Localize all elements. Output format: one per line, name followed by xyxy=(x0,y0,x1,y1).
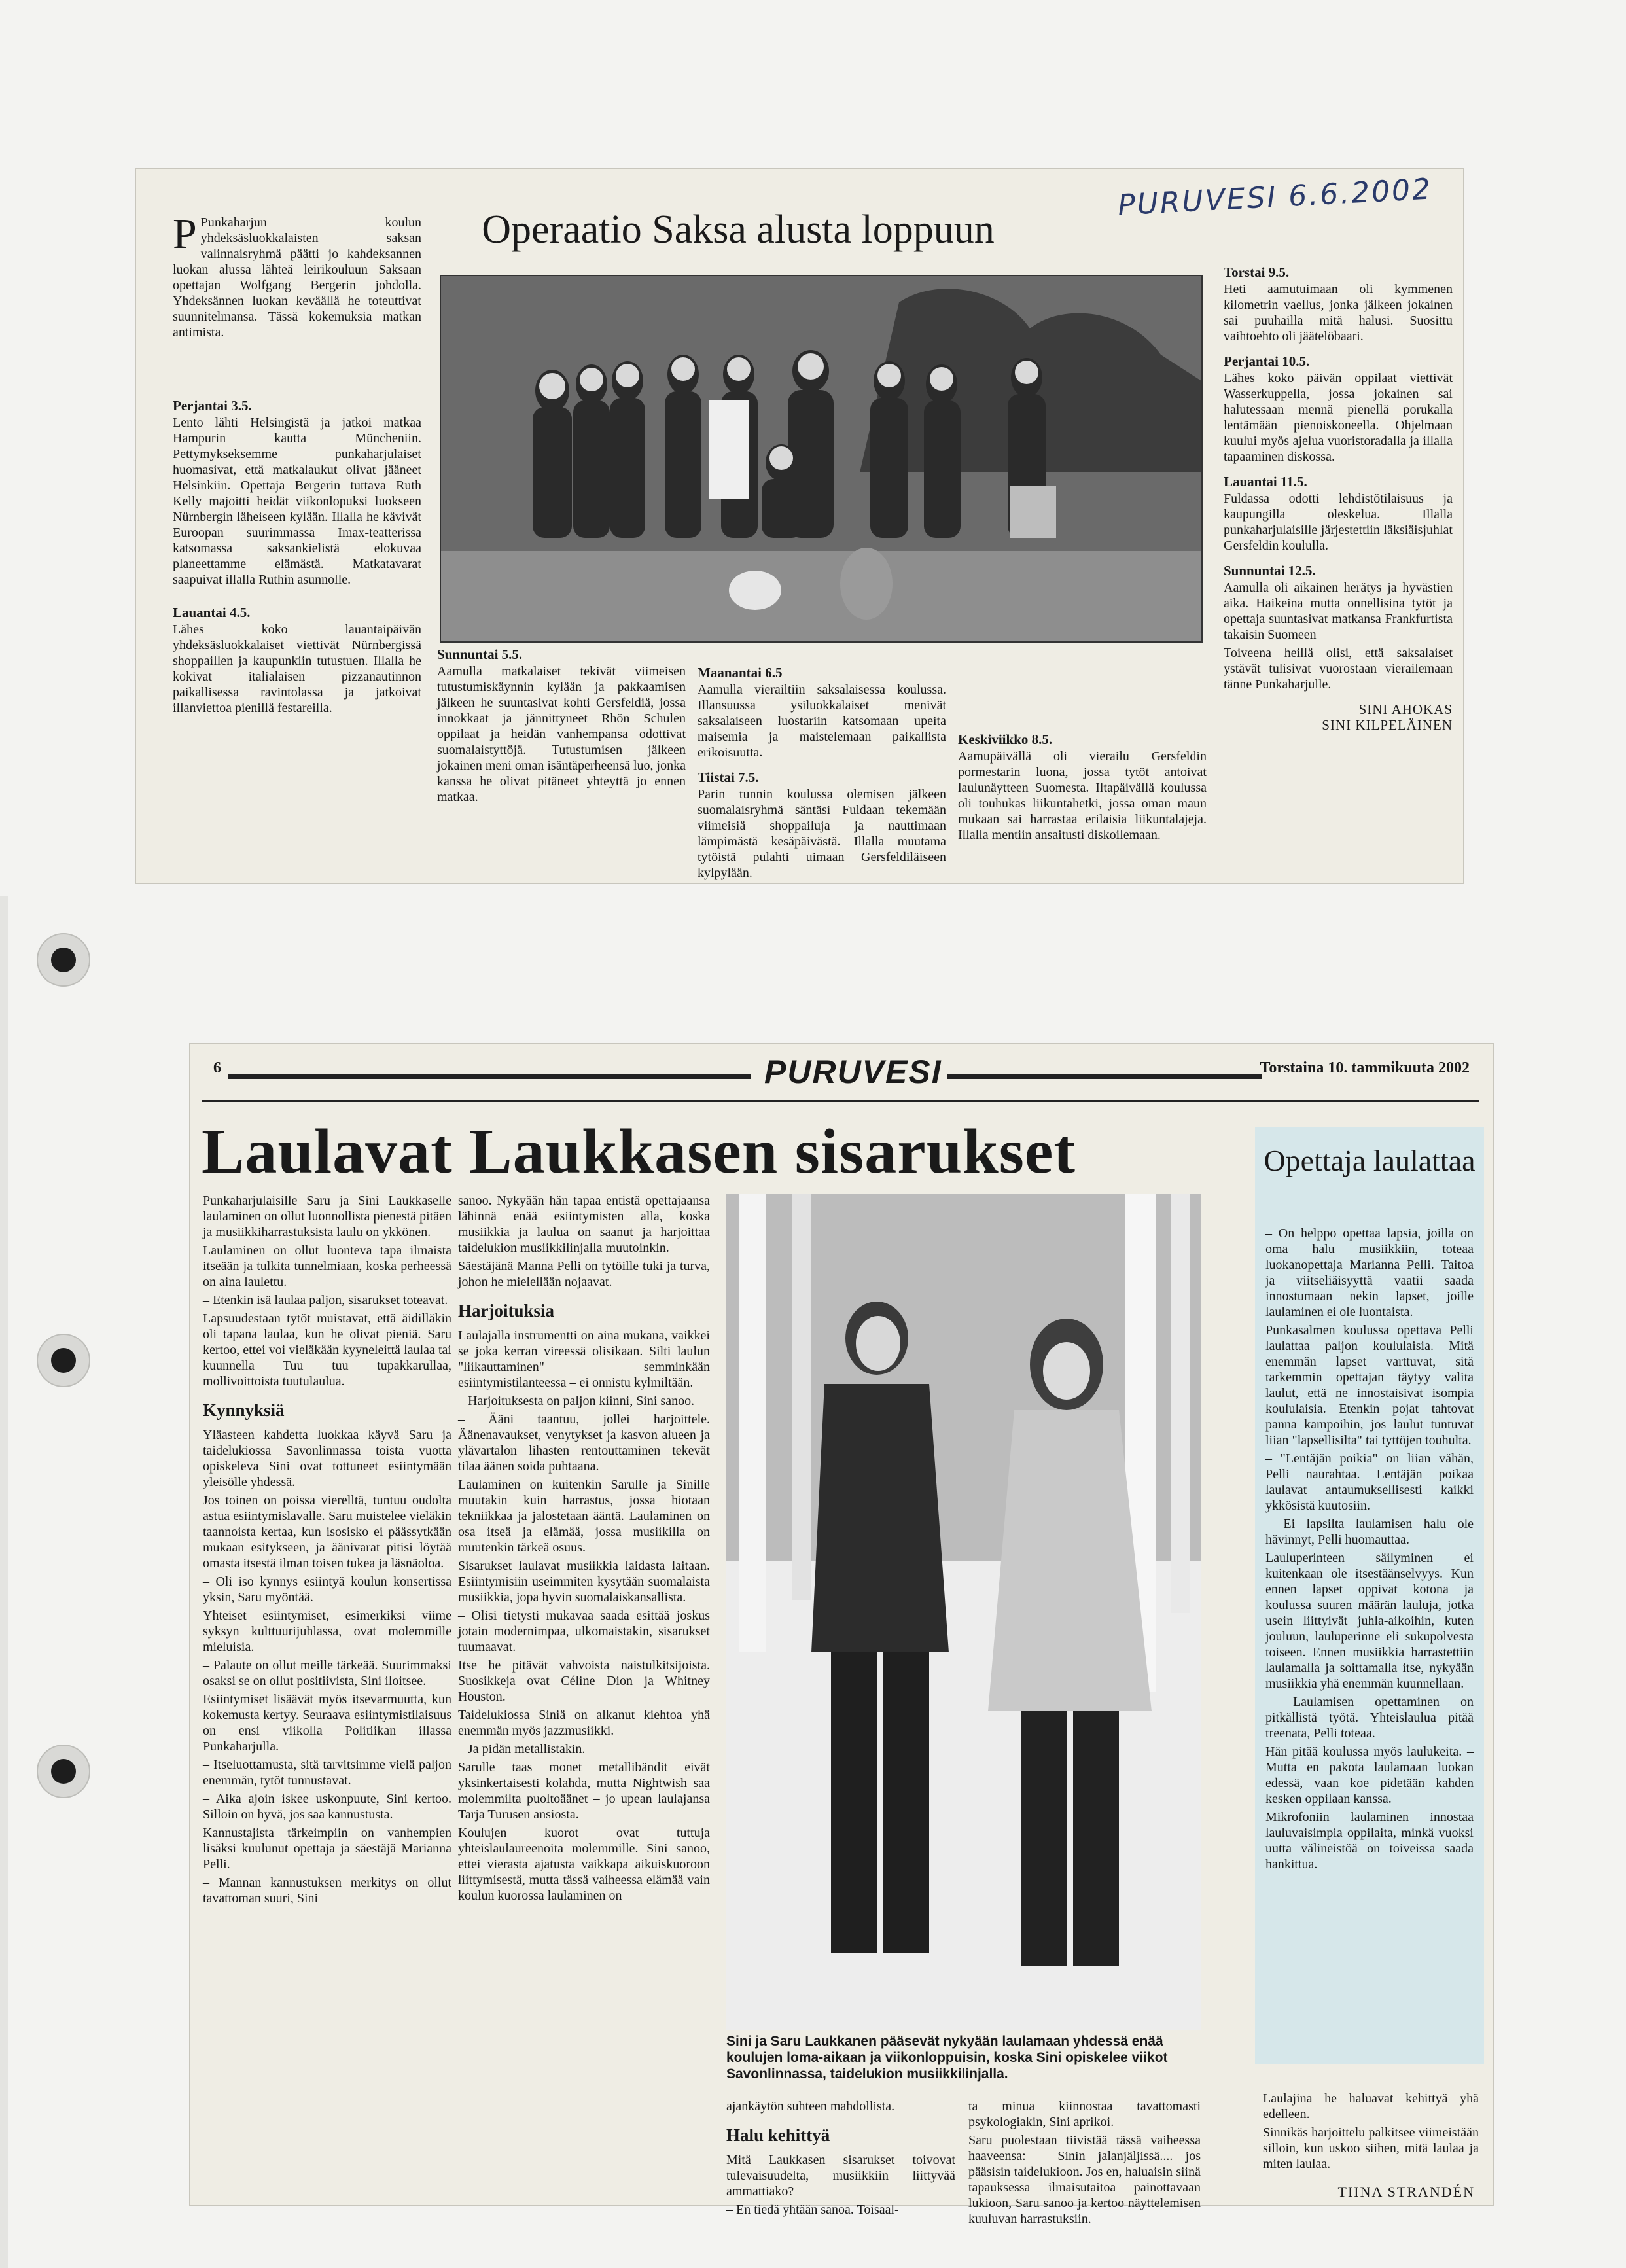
day-heading: Torstai 9.5. xyxy=(1224,264,1290,280)
paragraph: Punkasalmen koulussa opettava Pelli laulattaa paljon koululaisia. Mitä enemmän lapset varttuvat, sitä tarkemmin opettajan täytyy valita laulut, että ne innostaisivat isompia koululaisia. Etenkin pojat tahtovat panna kampoihin, jos laulut tuntuvat liian "lapsellisilta" tai tyttöjen touhulta. xyxy=(1265,1323,1474,1447)
paragraph: – Itseluottamusta, sitä tarvitsimme vielä paljon enemmän, tytöt tunnustavat. xyxy=(203,1758,451,1788)
sidebar-text xyxy=(1265,1226,1474,1875)
binder-strip xyxy=(0,896,8,2268)
article-column-4 xyxy=(968,2099,1201,2229)
paragraph: Mikrofoniin laulaminen innostaa lauluvaisimpia oppilaita, minkä vuoksi uutta välineistöä on toiveissa saada hankittua. xyxy=(1265,1810,1474,1871)
paragraph: Taidelukiossa Siniä on alkanut kiehtoa yhä enemmän myös jazzmusiikki. xyxy=(458,1708,710,1738)
paragraph: Esiintymiset lisäävät myös itsevarmuutta, kun kokemusta kertyy. Seuraava esiintymistilaisuus on ensi viikolla Politiikan illassa Punkaharjulla. xyxy=(203,1692,451,1754)
paragraph: – Ja pidän metallistakin. xyxy=(458,1742,586,1756)
masthead-rule xyxy=(947,1074,1262,1079)
paragraph: – Mannan kannustuksen merkitys on ollut tavattoman suuri, Sini xyxy=(203,1875,451,1905)
drop-cap: P xyxy=(173,210,197,258)
article-column-2 xyxy=(458,1193,710,1906)
binder-hole xyxy=(37,1745,90,1798)
paragraph: Yläasteen kahdetta luokkaa käyvä Saru ja taidelukiossa Savonlinnassa toista vuotta opiskeleva Sini ovat tottuneet esiintymään yleisölle yhdessä. xyxy=(203,1428,451,1489)
day-text: Lähes koko päivän oppilaat viettivät Wasserkuppella, jossa jokainen sai halutessaan mennä pienellä porukalla lentämään pienoiskoneella. Ohjelmaan kuului myös ajelua vuoristoradalla ja illalla tapaaminen diskossa. xyxy=(1224,371,1453,464)
day-heading: Tiistai 7.5. xyxy=(698,770,759,785)
author-byline xyxy=(1224,701,1453,733)
day-heading: Perjantai 10.5. xyxy=(1224,353,1310,369)
sidebar-box xyxy=(1255,1127,1484,2064)
day-text: Parin tunnin koulussa olemisen jälkeen suomalaisryhmä säntäsi Fuldaan tekemään viimeisiä shoppailuja ja nauttimaan lämpimästä kesäpäivästä. Illalla muutama tytöistä pulahti uimaan Gersfeldiläiseen kylpylään. xyxy=(698,787,946,880)
paragraph: Laulaminen on ollut luonteva tapa ilmaista itseään ja tulkita tunnelmiaan, koska perheessä on aina laulettu. xyxy=(203,1243,451,1289)
article-column-1 xyxy=(173,210,421,718)
day-text: Aamupäivällä oli vierailu Gersfeldin pormestarin luona, jossa tytöt antoivat laulunäytteen Suomesta. Iltapäivällä koulussa oli touhukas liikuntahetki, jossa oman maun mukaan sai harrastaa erilaisia liikuntalajeja. Illalla mentiin ansaitusti diskoilemaan. xyxy=(958,749,1207,842)
author-name: SINI AHOKAS xyxy=(1358,701,1453,717)
day-text: Heti aamutuimaan oli kymmenen kilometrin vaellus, jonka jälkeen jokainen sai puuhailla mitä halusi. Suosittu vaihtoehto oli jäätelöbaari. xyxy=(1224,282,1453,344)
paragraph: – Oli iso kynnys esiintyä koulun konsertissa yksin, Saru myöntää. xyxy=(203,1574,451,1604)
author-name: SINI KILPELÄINEN xyxy=(1322,717,1453,733)
paragraph: – Olisi tietysti mukavaa saada esittää joskus jotain modernimpaa, ulkomaistakin, sisarukset tuumaavat. xyxy=(458,1608,710,1654)
group-photo-image xyxy=(441,276,1201,641)
paragraph: – Etenkin isä laulaa paljon, sisarukset toteavat. xyxy=(203,1293,448,1307)
paragraph: Laulajina he haluavat kehittyä yhä edelleen. xyxy=(1263,2091,1479,2121)
paragraph: Yhteiset esiintymiset, esimerkiksi viime syksyn kulttuurijuhlassa, ovat molemmille mieluisia. xyxy=(203,1608,451,1654)
day-text: Aamulla matkalaiset tekivät viimeisen tutustumiskäynnin kylään ja pakkaamisen jälkeen he suuntasivat kohti Gersfeldiä, jossa innokkaat ja jännittyneet Rhön Schulen oppilaat ja heidän vanhempansa odottivat suomalaistyttöjä. Tutustumisen jälkeen jokainen meni oman isäntäperheensä luo, jonka kanssa he olivat pitäneet yhteyttä jo ennen matkaa. xyxy=(437,664,686,804)
day-heading: Perjantai 3.5. xyxy=(173,398,252,414)
issue-date: Torstaina 10. tammikuuta 2002 xyxy=(1260,1059,1470,1076)
author-byline: TIINA STRANDÉN xyxy=(1337,2184,1475,2200)
day-heading: Lauantai 11.5. xyxy=(1224,474,1307,489)
day-heading: Sunnuntai 12.5. xyxy=(1224,563,1316,578)
newspaper-logo: PURUVESI xyxy=(764,1054,942,1090)
closing-text: Toiveena heillä olisi, että saksalaiset ystävät tulisivat vuorostaan vierailemaan tänne Punkaharjulle. xyxy=(1224,646,1453,692)
article-headline: Operaatio Saksa alusta loppuun xyxy=(482,207,995,252)
subheading: Harjoituksia xyxy=(458,1301,555,1320)
day-heading: Lauantai 4.5. xyxy=(173,605,251,620)
day-text: Lähes koko lauantaipäivän yhdeksäsluokkalaiset viettivät Nürnbergissä shoppaillen ja kaupunkiin tutustuen. Illalla he kokivat italialaisen pizzanautinnon paikallisessa ravintolassa ja jatkoivat illanviettoa pienillä festareilla. xyxy=(173,622,421,715)
paragraph: – Palaute on ollut meille tärkeää. Suurimmaksi osaksi se on ollut positiivista, Sini iloitsee. xyxy=(203,1658,451,1688)
paragraph: – "Lentäjän poikia" on liian vähän, Pelli naurahtaa. Lentäjän poikaa laulavat antaumuksellisesti kaikki ykkösistä kuutosiin. xyxy=(1265,1451,1474,1513)
day-text: Fuldassa odotti lehdistötilaisuus ja kaupungilla oleskelua. Illalla punkaharjulaisille järjestettiin läksiäisjuhlat Gersfeldin koululla. xyxy=(1224,491,1453,553)
page-number: 6 xyxy=(213,1059,221,1076)
article-column-3 xyxy=(726,2099,955,2220)
masthead-rule xyxy=(228,1074,751,1079)
day-heading: Sunnuntai 5.5. xyxy=(437,647,523,662)
paragraph: ajankäytön suhteen mahdollista. xyxy=(726,2099,895,2114)
paragraph: Itse he pitävät vahvoista naistulkitsijoista. Suosikkeja ovat Céline Dion ja Whitney Houston. xyxy=(458,1658,710,1704)
binder-hole xyxy=(37,933,90,987)
paragraph: – Laulamisen opettaminen on pitkällistä työtä. Yhteislaulua pitää treenata, Pelli toteaa. xyxy=(1265,1695,1474,1741)
paragraph: Punkaharjulaisille Saru ja Sini Laukkaselle laulaminen on ollut luonnollista pienestä pitäen ja musiikkiharrastuksista laulu on ykkönen. xyxy=(203,1194,451,1239)
paragraph: ta minua kiinnostaa tavattomasti psykologiakin, Sini aprikoi. xyxy=(968,2099,1201,2129)
binder-hole xyxy=(37,1334,90,1387)
paragraph: – Harjoituksesta on paljon kiinni, Sini sanoo. xyxy=(458,1394,695,1408)
article-column-5 xyxy=(1224,225,1453,733)
paragraph: Laulaminen on kuitenkin Sarulle ja Sinille muutakin kuin harrastus, jossa hiotaan tekniikkaa ja jalostetaan ääntä. Laulaminen on osa itseä ja elämää, jossa musiikilla on muutenkin tärkeä osuus. xyxy=(458,1478,710,1555)
article-column-3 xyxy=(698,665,946,883)
intro-text: Punkaharjun koulun yhdeksäsluokkalaisten saksan valinnaisryhmä päätti jo kahdeksannen luokan alussa lähteä leirikouluun Saksaan opettajan Wolfgang Bergerin johdolla. Yhdeksännen luokan keväällä he toteuttivat suunnitelmansa. Tässä kokemuksia matkan antimista. xyxy=(173,215,421,340)
clipping-laulavat-laukkasen-sisarukset xyxy=(190,1044,1493,2226)
article-column-1 xyxy=(203,1193,451,1909)
article-column-4 xyxy=(958,653,1207,845)
article-intro xyxy=(173,210,421,340)
day-heading: Keskiviikko 8.5. xyxy=(958,732,1053,747)
day-text: Lento lähti Helsingistä ja jatkoi matkaa Hampurin kautta Müncheniin. Pettymykseksemme punkaharjulaiset huomasivat, että matkalaukut olivat jääneet Helsinkiin. Opettaja Bergerin tuttava Ruth Kelly majoitti heidät viikonlopuksi luokseen Nürnbergin läheiseen kylään. Illalla he kävivät Euroopan suurimmassa Imax-teatterissa katsomassa saksankielistä elokuvaa planeettamme elämästä. Matkatavarat saapuivat illalla Ruthin asunnolle. xyxy=(173,416,421,587)
paragraph: Hän pitää koulussa myös laulukeita. – Mutta en pakota laulamaan luokan edessä, vaan koe pidetään kahden kesken oppilaan kanssa. xyxy=(1265,1745,1474,1806)
sisters-photo-image xyxy=(726,1194,1201,2030)
paragraph: – En tiedä yhtään sanoa. Toisaal- xyxy=(726,2203,899,2217)
paragraph: Sisarukset laulavat musiikkia laidasta laitaan. Esiintymisiin useimmiten kysytään suomalaista musiikkia, jopa hyvin suomalaiskansallista. xyxy=(458,1559,710,1604)
sisters-photo xyxy=(726,1194,1201,2030)
group-photo xyxy=(440,275,1203,643)
subheading: Halu kehittyä xyxy=(726,2125,830,2145)
paragraph: Lapsuudestaan tytöt muistavat, että äidilläkin oli tapana laulaa, kun he olivat pieniä. Saru kertoo, ettei voi vieläkään kyyneleittä laulaa tai kuunnella Tuu tuu tupakkarullaa, mollivoittoista tuutulaulua. xyxy=(203,1311,451,1389)
paragraph: Jos toinen on poissa vierelltä, tuntuu oudolta astua esiintymislavalle. Saru muistelee vieläkin taannoista kertaa, kun isosisko ei päässytkään mukaan esitykseen, ja äänivarat pitisi löytää omasta itsestä ilman toisen tukea ja läsnäoloa. xyxy=(203,1493,451,1570)
paragraph: Saru puolestaan tiivistää tässä vaiheessa haaveensa: – Sinin jalanjäljissä.... jos pääsisin taidelukioon. Jos en, haluaisin siinä tapauksessa ilmaisutaitoa painottavaan lukioon, Saru sanoo ja kertoo näyttelemisen kuuluvan harrastuksiin. xyxy=(968,2133,1201,2226)
day-heading: Maanantai 6.5 xyxy=(698,665,783,681)
handwritten-date-note: PURUVESI 6.6.2002 xyxy=(1116,172,1434,222)
paragraph: Säestäjänä Manna Pelli on tytöille tuki ja turva, johon he mielellään nojaavat. xyxy=(458,1259,710,1289)
day-text: Aamulla oli aikainen herätys ja hyvästien aika. Haikeina mutta onnellisina tytöt ja opettaja suuntasivat matkansa Frankfurtista takaisin Suomeen xyxy=(1224,580,1453,642)
day-text: Aamulla vierailtiin saksalaisessa koulussa. Illansuussa ysiluokkalaiset menivät saksalaiseen luostariin katsomaan upeita maisemia ja maistelemaan paikallista erikoisuutta. xyxy=(698,682,946,760)
article-column-5 xyxy=(1263,2091,1479,2174)
photo-caption: Sini ja Saru Laukkanen pääsevät nykyään laulamaan yhdessä enää koulujen loma-aikaan ja viikonloppuisin, koska Sini opiskelee viikot Savonlinnassa, taidelukion musiikkilinjalla. xyxy=(726,2034,1168,2082)
paragraph: Kannustajista tärkeimpiin on vanhempien lisäksi kuulunut opettaja ja säestäjä Marianna Pelli. xyxy=(203,1826,451,1871)
paragraph: sanoo. Nykyään hän tapaa entistä opettajaansa lähinnä enää esiintymisten alla, koska musiikkia ja laulua on saanut ja harjoittaa taidelukion musiikkilinjalla muutoinkin. xyxy=(458,1194,710,1255)
divider xyxy=(202,1100,1479,1102)
newspaper-masthead xyxy=(202,1054,1479,1090)
paragraph: – On helppo opettaa lapsia, joilla on oma halu musiikkiin, toteaa luokanopettaja Marianna Pelli. Taitoa ja viitseliäisyyttä vaatii saada innostumaan nekin lapset, joille laulaminen ei ole luontaista. xyxy=(1265,1226,1474,1319)
article-headline: Laulavat Laukkasen sisarukset xyxy=(202,1116,1076,1187)
subheading: Kynnyksiä xyxy=(203,1400,285,1420)
paragraph: – Aika ajoin iskee uskonpuute, Sini kertoo. Silloin on hyvä, jos saa kannustusta. xyxy=(203,1792,451,1822)
paragraph: Sinnikäs harjoittelu palkitsee viimeistään silloin, kun uskoo siihen, mitä laulaa ja miten laulaa. xyxy=(1263,2125,1479,2171)
paragraph: Lauluperinteen säilyminen ei kuitenkaan ole itsestäänselvyys. Kun ennen lapset oppivat kotona ja koulussa suuren määrän lauluja, jotka usein liittyivät juhla-aikoihin, kuten jouluun, lauluperinne eli sukupolvesta toiseen. Ennen musiikkia harrastettiin laulamalla ja soittamalla itse, nykyään musiikkia yhä enemmän kuunnellaan. xyxy=(1265,1551,1474,1691)
paragraph: Koulujen kuorot ovat tuttuja yhteislaulaureenoita molemmille. Sini sanoo, ettei vierasta ajatusta vaikkapa aikuiskuoroon liittymisestä, mutta tässä vaiheessa elämää vain koulun kuorossa laulaminen on xyxy=(458,1826,710,1903)
clipping-operaatio-saksa xyxy=(136,169,1463,883)
paragraph: Mitä Laukkasen sisarukset toivovat tulevaisuudelta, musiikkiin liittyvää ammattiako? xyxy=(726,2153,955,2199)
sidebar-title: Opettaja laulattaa xyxy=(1264,1144,1476,1177)
paragraph: Laulajalla instrumentti on aina mukana, vaikkei se joka kerran vireessä olisikaan. Silti laulun "liikauttaminen" – semminkään esiintymistilanteessa – ei onnistu kylmiltään. xyxy=(458,1328,710,1390)
paragraph: Sarulle taas monet metallibändit eivät yksinkertaisesti kolahda, mutta Nightwish saa molemmilta puoltoäänet – jo upean laulajansa Tarja Turusen ansiosta. xyxy=(458,1760,710,1822)
paragraph: – Ei lapsilta laulamisen halu ole hävinnyt, Pelli huomauttaa. xyxy=(1265,1517,1474,1547)
paragraph: – Ääni taantuu, jollei harjoittele. Äänenavaukset, venytykset ja kasvon alueen ja ylävartalon lihasten rentouttaminen tekevät tilaa äänen soida puhtaana. xyxy=(458,1412,710,1474)
article-column-2 xyxy=(437,647,686,807)
